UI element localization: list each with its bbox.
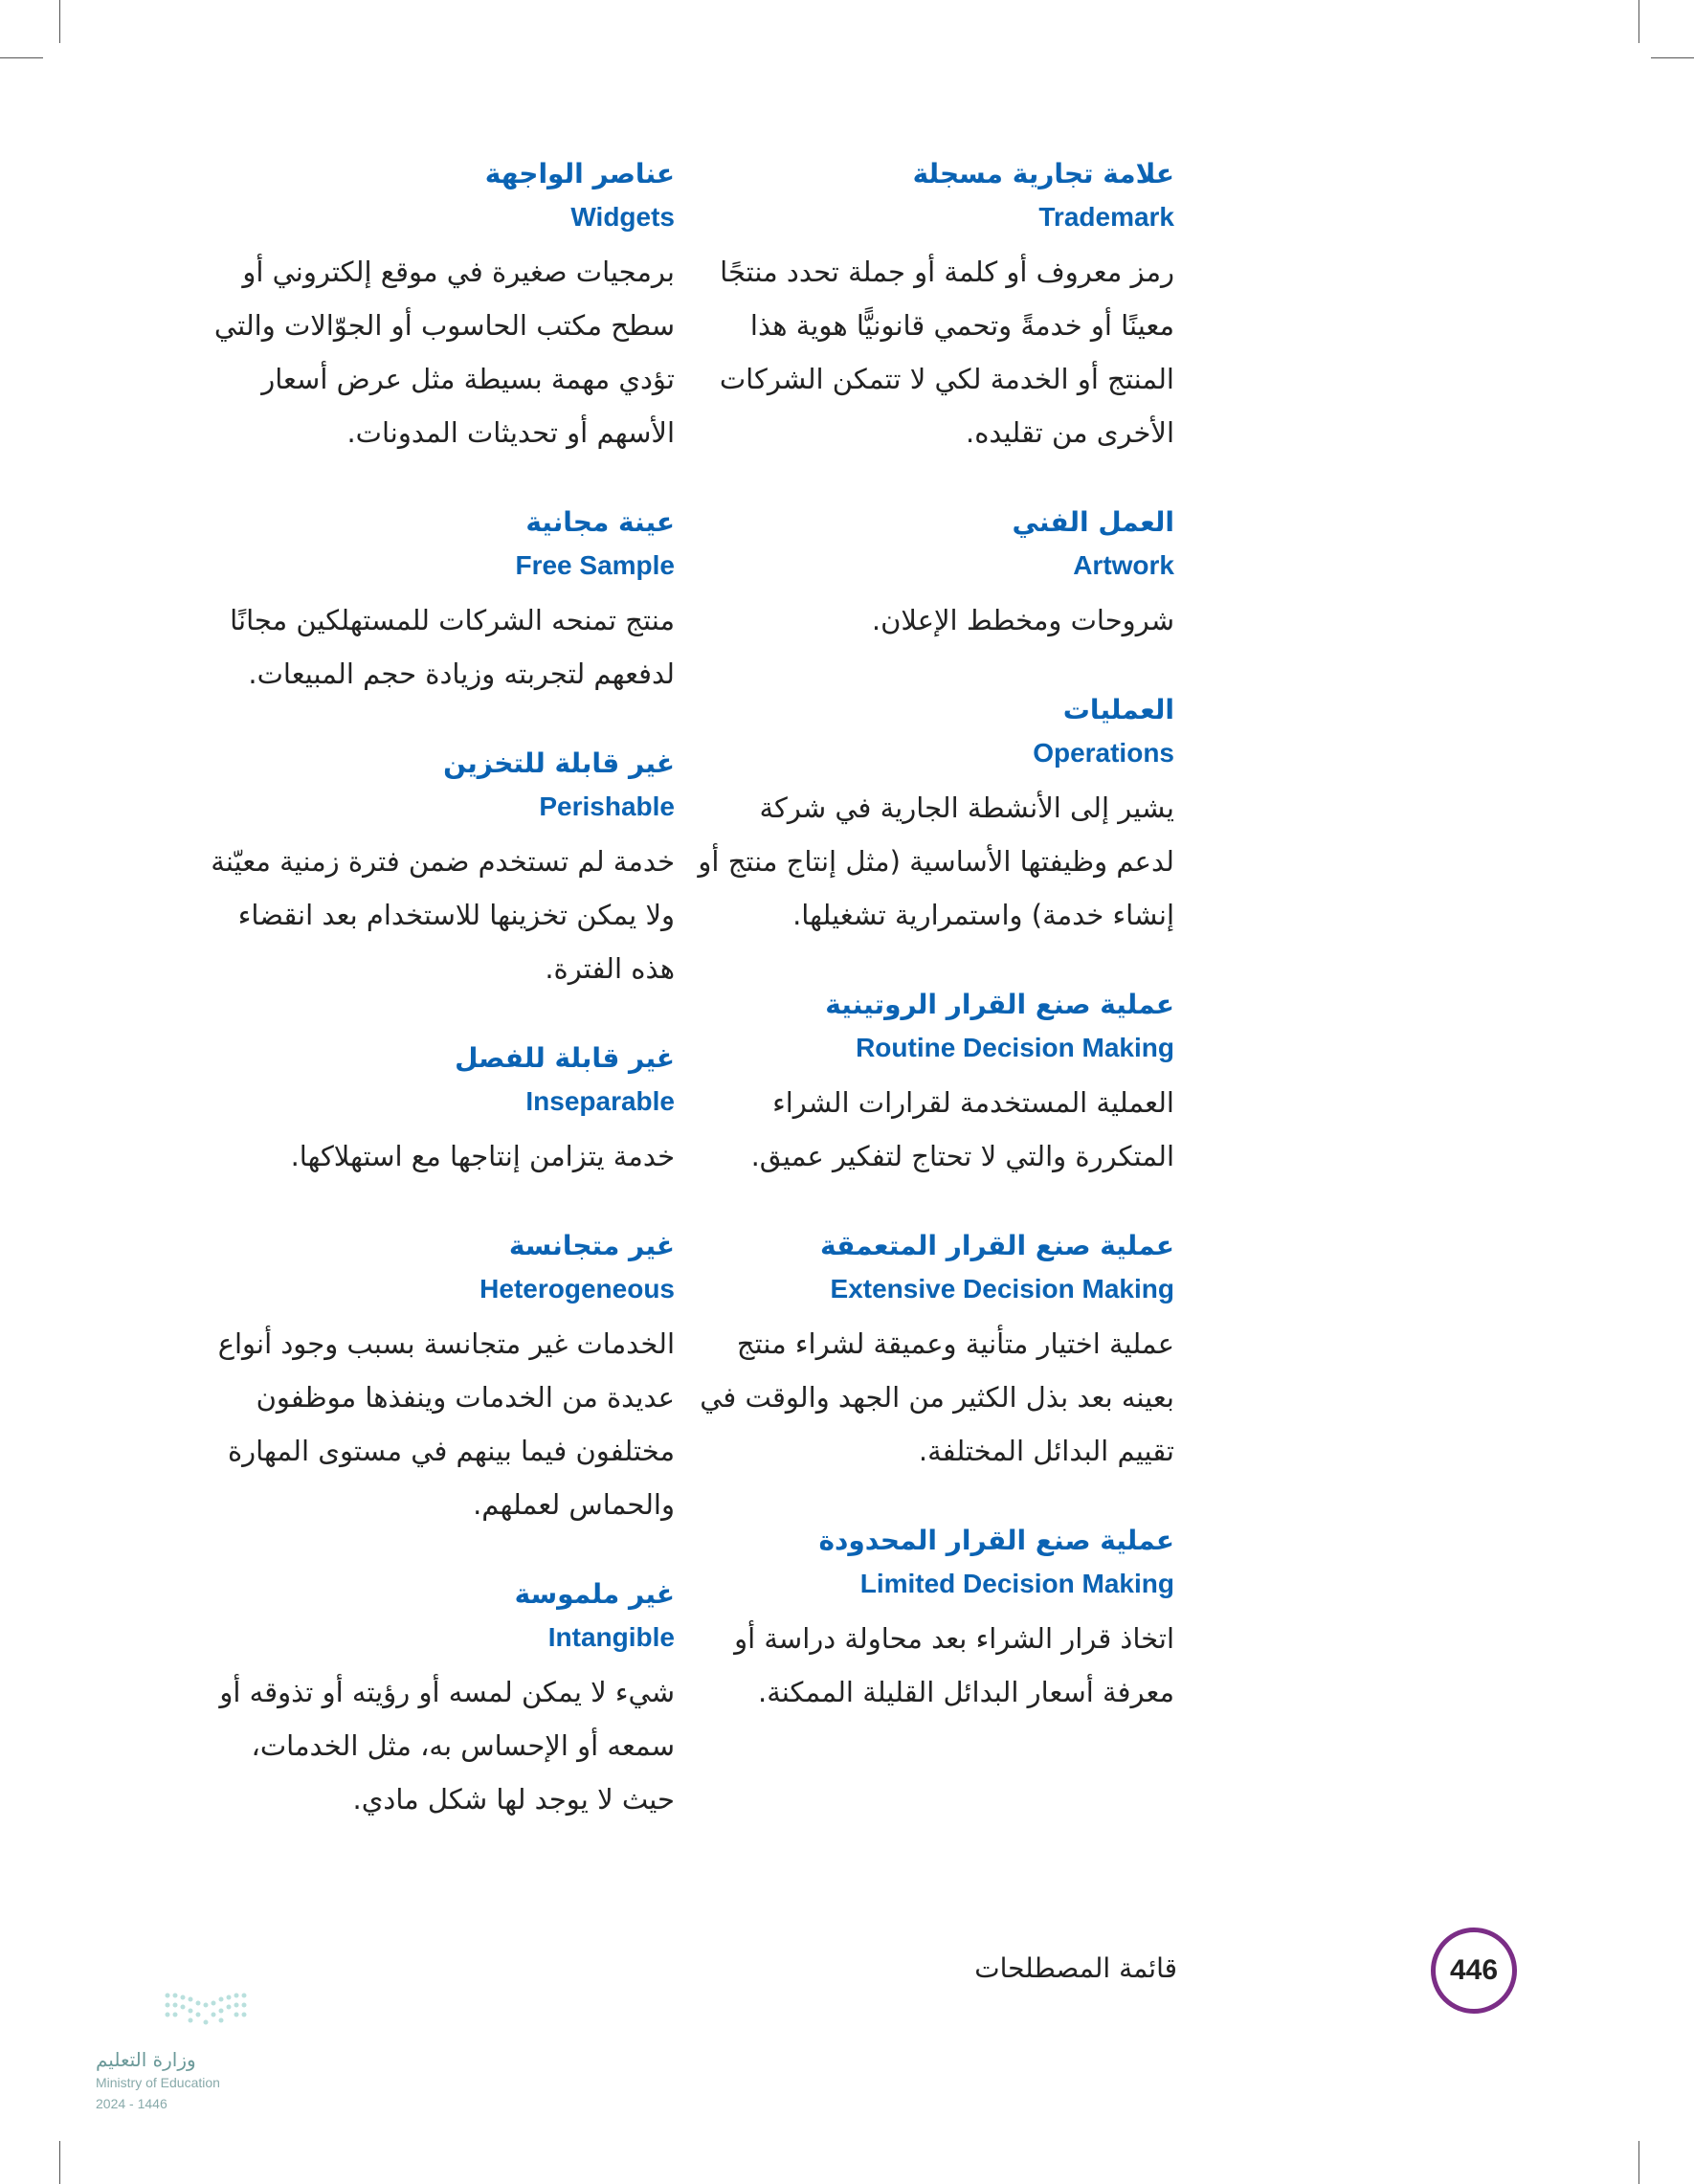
glossary-column-right [696,153,1174,1761]
ministry-name-arabic: وزارة التعليم [96,2048,196,2071]
term-arabic: عناصر الواجهة [484,158,675,189]
term-arabic: عينة مجانية [525,506,675,538]
glossary-entry [696,689,1174,942]
term-arabic: العمل الفني [1012,506,1174,538]
page-number: 446 [1449,1954,1499,1986]
glossary-entry [196,153,675,459]
crop-mark [1638,2141,1639,2184]
term-definition: اتخاذ قرار الشراء بعد محاولة دراسة أو معرفة أسعار البدائل القليلة الممكنة. [734,1622,1174,1708]
glossary-entry [696,501,1174,647]
term-english: Limited Decision Making [859,1569,1174,1598]
glossary-entry [196,1037,675,1183]
term-english: Widgets [570,202,675,232]
term-definition: الخدمات غير متجانسة بسبب وجود أنواع عديدة من الخدمات وينفذها موظفون مختلفون فيما بينهم في مستوى المهارة والحماس لعملهم. [217,1327,675,1521]
term-english: Inseparable [525,1086,675,1116]
term-arabic: العمليات [1062,694,1174,725]
crop-mark [59,2141,60,2184]
term-english: Routine Decision Making [856,1033,1174,1062]
crop-mark [1638,0,1639,43]
glossary-entry [196,1573,675,1826]
glossary-entry [696,1225,1174,1478]
term-definition: برمجيات صغيرة في موقع إلكتروني أو سطح مكتب الحاسوب أو الجوّالات والتي تؤدي مهمة بسيطة مثل عرض أسعار الأسهم أو تحديثات المدونات. [213,256,675,449]
term-english: Perishable [539,791,675,821]
glossary-entry [196,1225,675,1531]
term-arabic: عملية صنع القرار المتعمقة [819,1230,1174,1261]
term-english: Intangible [547,1622,675,1652]
term-english: Artwork [1073,550,1174,580]
crop-mark [1651,57,1694,58]
glossary-entry [196,501,675,701]
term-arabic: غير متجانسة [508,1230,675,1261]
term-definition: خدمة يتزامن إنتاجها مع استهلاكها. [290,1140,675,1172]
term-english: Trademark [1038,202,1174,232]
term-english: Extensive Decision Making [830,1274,1174,1304]
term-arabic: عملية صنع القرار الروتينية [825,989,1174,1020]
term-arabic: عملية صنع القرار المحدودة [818,1525,1174,1556]
term-definition: خدمة لم تستخدم ضمن فترة زمنية معيّنة ولا يمكن تخزينها للاستخدام بعد انقضاء هذه الفترة. [211,845,675,985]
term-english: Operations [1033,738,1174,768]
glossary-entry [696,984,1174,1183]
footer-section-title: قائمة المصطلحات [974,1952,1177,1984]
term-definition: رمز معروف أو كلمة أو جملة تحدد منتجًا معينًا أو خدمةً وتحمي قانونيًّا هوية هذا المنتج أو الخدمة لكي لا تتمكن الشركات الأخرى من تقليده. [719,256,1174,449]
term-definition: شيء لا يمكن لمسه أو رؤيته أو تذوقه أو سمعه أو الإحساس به، مثل الخدمات، حيث لا يوجد لها شكل مادي. [219,1676,675,1816]
page-number-badge [1431,1928,1517,2014]
glossary-entry [696,153,1174,459]
term-arabic: غير قابلة للتخزين [443,747,675,779]
ministry-year: 2024 - 1446 [96,2096,167,2111]
ministry-name-english: Ministry of Education [96,2075,220,2090]
glossary-entry [196,743,675,995]
term-arabic: غير قابلة للفصل [455,1042,675,1074]
term-arabic: غير ملموسة [514,1578,675,1610]
term-english: Heterogeneous [479,1274,675,1304]
term-english: Free Sample [515,550,675,580]
term-definition: عملية اختيار متأنية وعميقة لشراء منتج بعينه بعد بذل الكثير من الجهد والوقت في تقييم البدائل المختلفة. [700,1327,1174,1467]
term-definition: يشير إلى الأنشطة الجارية في شركة لدعم وظيفتها الأساسية (مثل إنتاج منتج أو إنشاء خدمة) واستمرارية تشغيلها. [698,791,1174,931]
term-definition: العملية المستخدمة لقرارات الشراء المتكررة والتي لا تحتاج لتفكير عميق. [750,1086,1174,1172]
term-definition: شروحات ومخطط الإعلان. [871,604,1174,636]
term-arabic: علامة تجارية مسجلة [912,158,1174,189]
glossary-column-left [196,153,675,1868]
term-definition: منتج تمنحه الشركات للمستهلكين مجانًا لدفعهم لتجربته وزيادة حجم المبيعات. [230,604,675,690]
crop-mark [59,0,60,43]
glossary-entry [696,1520,1174,1719]
crop-mark [0,57,43,58]
